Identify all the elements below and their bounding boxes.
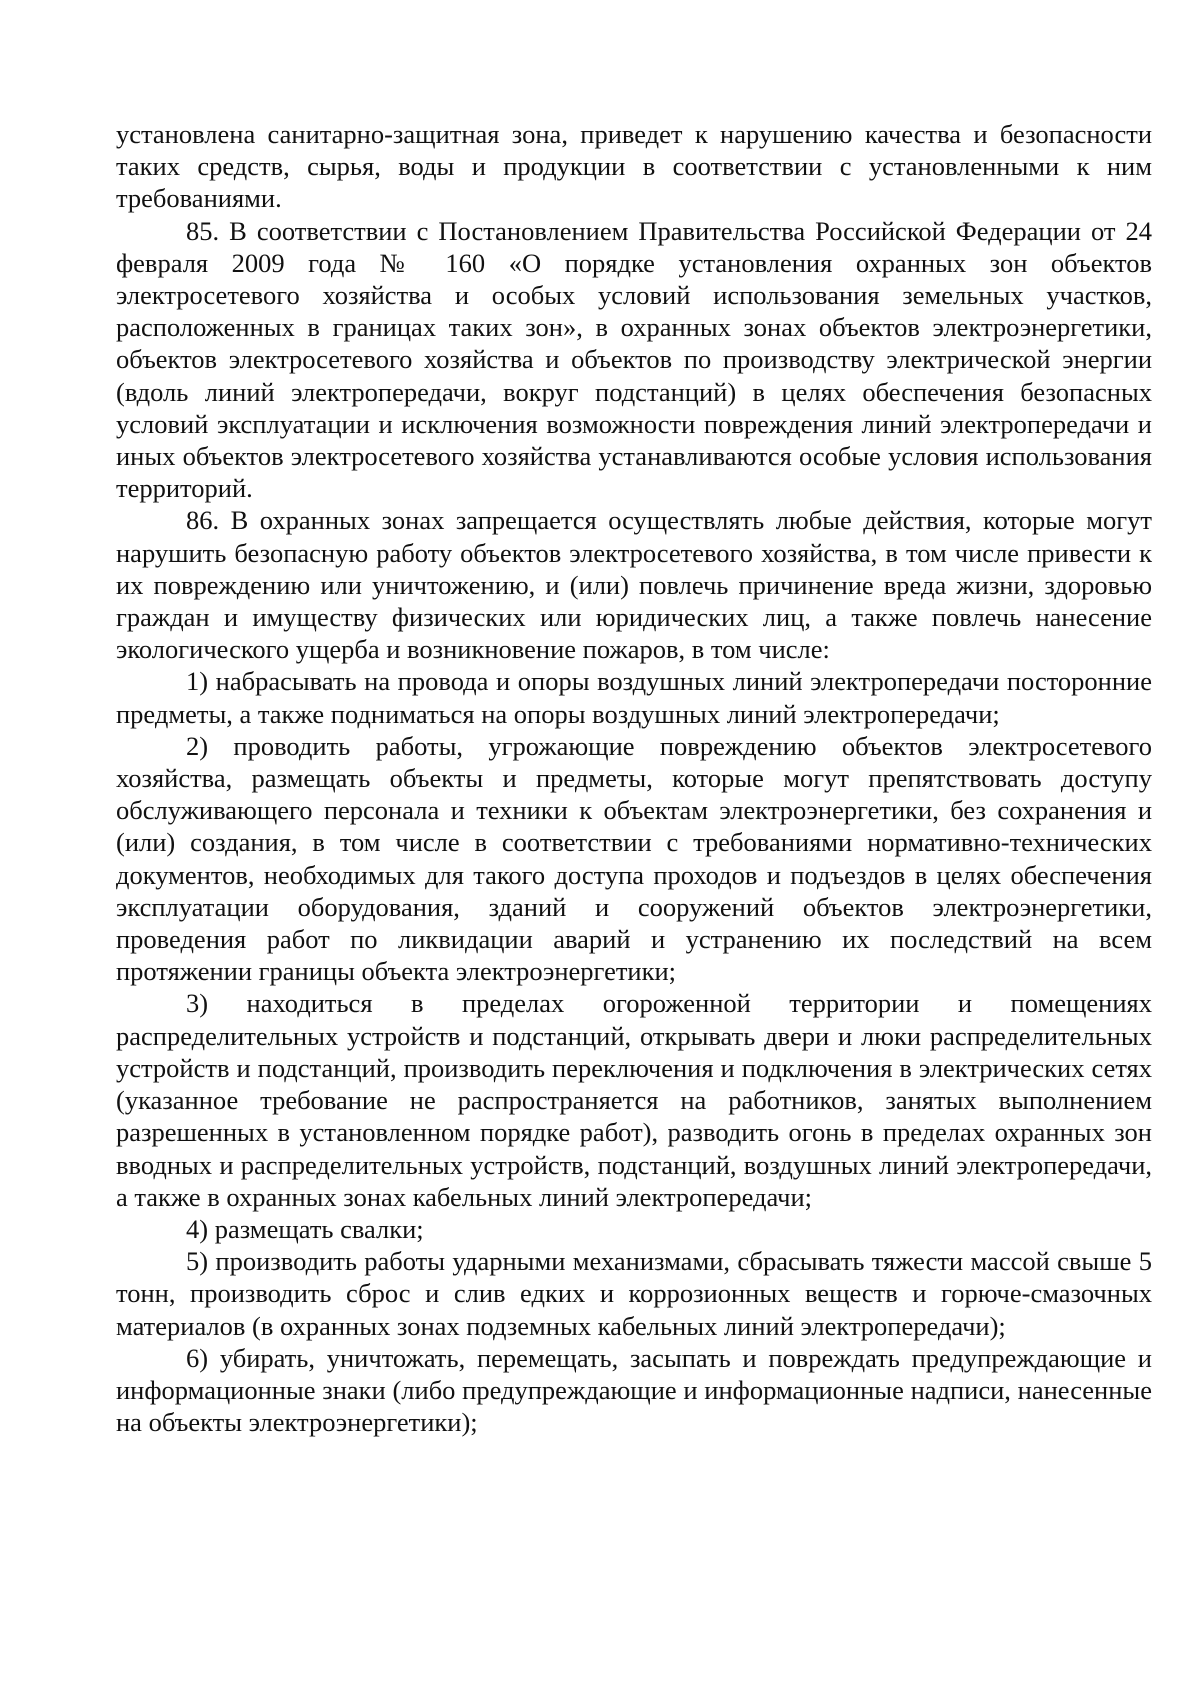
paragraph-continuation: установлена санитарно-защитная зона, приведет к нарушению качества и безопасности таких средств, сырья, воды и продукции в соответствии с установленными к ним требованиями. <box>116 119 1152 214</box>
paragraph-85: 85. В соответствии с Постановлением Правительства Российской Федерации от 24 февраля 2009 года № 160 «О порядке установления охранных зон объектов электросетевого хозяйства и особых условий использования земельных участков, расположенных в границах таких зон», в охранных зонах объектов электроэнергетики, объектов электросетевого хозяйства и объектов по производству электрической энергии (вдоль линий электропередачи, вокруг подстанций) в целях обеспечения безопасных условий эксплуатации и исключения возможности повреждения линий электропередачи и иных объектов электросетевого хозяйства устанавливаются особые условия использования территорий. <box>116 215 1152 504</box>
list-item-3: 3) находиться в пределах огороженной территории и помещениях распределительных устройств и подстанций, открывать двери и люки распределительных устройств и подстанций, производить переключения и подключения в электрических сетях (указанное требование не распространяется на работников, занятых выполнением разрешенных в установленном порядке работ), разводить огонь в пределах охранных зон вводных и распределительных устройств, подстанций, воздушных линий электропередачи, а также в охранных зонах кабельных линий электропередачи; <box>116 988 1152 1212</box>
list-item-2: 2) проводить работы, угрожающие повреждению объектов электросетевого хозяйства, размещать объекты и предметы, которые могут препятствовать доступу обслуживающего персонала и техники к объектам электроэнергетики, без сохранения и (или) создания, в том числе в соответствии с требованиями нормативно-технических документов, необходимых для такого доступа проходов и подъездов в целях обеспечения эксплуатации оборудования, зданий и сооружений объектов электроэнергетики, проведения работ по ликвидации аварий и устранению их последствий на всем протяжении границы объекта электроэнергетики; <box>116 730 1152 987</box>
paragraph-86: 86. В охранных зонах запрещается осуществлять любые действия, которые могут нарушить безопасную работу объектов электросетевого хозяйства, в том числе привести к их повреждению или уничтожению, и (или) повлечь причинение вреда жизни, здоровью граждан и имуществу физических или юридических лиц, а также повлечь нанесение экологического ущерба и возникновение пожаров, в том числе: <box>116 505 1152 665</box>
list-item-6: 6) убирать, уничтожать, перемещать, засыпать и повреждать предупреждающие и информационные знаки (либо предупреждающие и информационные надписи, нанесенные на объекты электроэнергетики); <box>116 1342 1152 1438</box>
list-item-1: 1) набрасывать на провода и опоры воздушных линий электропередачи посторонние предметы, а также подниматься на опоры воздушных линий электропередачи; <box>116 666 1152 729</box>
document-page <box>116 118 1152 1438</box>
list-item-4: 4) размещать свалки; <box>186 1213 424 1244</box>
list-item-5: 5) производить работы ударными механизмами, сбрасывать тяжести массой свыше 5 тонн, производить сброс и слив едких и коррозионных веществ и горюче-смазочных материалов (в охранных зонах подземных кабельных линий электропередачи); <box>116 1246 1152 1341</box>
